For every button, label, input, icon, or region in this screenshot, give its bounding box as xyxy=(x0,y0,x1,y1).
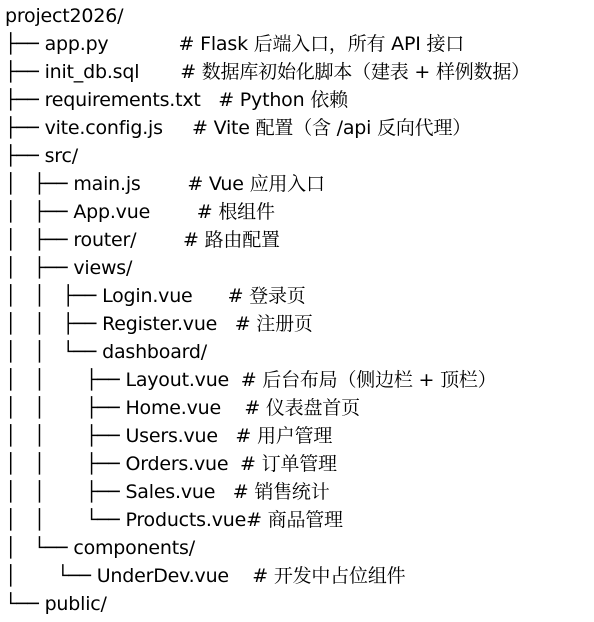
tree-branch-connector: ├── xyxy=(5,89,45,111)
tree-entry-comment: # 根组件 xyxy=(150,201,275,223)
tree-entry-comment: # Vite 配置（含 /api 反向代理） xyxy=(162,117,472,139)
tree-branch-connector: │ │ ├── xyxy=(5,369,126,391)
tree-entry-name: Orders.vue xyxy=(125,453,229,475)
tree-branch-connector: ├── xyxy=(5,117,45,139)
tree-entry-comment: # 订单管理 xyxy=(228,453,337,475)
tree-line xyxy=(5,170,530,198)
tree-line xyxy=(5,534,530,562)
tree-line xyxy=(5,562,530,590)
tree-branch-connector: │ │ ├── xyxy=(5,313,103,335)
tree-entry-name: requirements.txt xyxy=(44,89,201,111)
tree-line xyxy=(5,422,530,450)
tree-entry-name: src/ xyxy=(44,145,78,167)
tree-entry-comment: # 数据库初始化脚本（建表 + 样例数据） xyxy=(139,61,530,83)
tree-branch-connector: └── xyxy=(5,593,45,615)
tree-branch-connector: │ │ ├── xyxy=(5,425,126,447)
tree-line xyxy=(5,30,530,58)
tree-entry-comment: # Python 依赖 xyxy=(200,89,348,111)
tree-branch-connector: ├── xyxy=(5,145,45,167)
tree-line xyxy=(5,506,530,534)
tree-line xyxy=(5,114,530,142)
tree-entry-comment: # 仪表盘首页 xyxy=(220,397,360,419)
tree-entry-name: main.js xyxy=(73,173,141,195)
tree-branch-connector: │ ├── xyxy=(5,257,74,279)
tree-entry-name: Products.vue xyxy=(125,509,247,531)
tree-branch-connector: ├── xyxy=(5,61,45,83)
tree-entry-name: Sales.vue xyxy=(125,481,216,503)
tree-entry-name: project2026/ xyxy=(5,5,124,27)
tree-entry-name: Layout.vue xyxy=(125,369,230,391)
tree-entry-comment: # Vue 应用入口 xyxy=(140,173,325,195)
tree-entry-comment: # 用户管理 xyxy=(217,425,333,447)
tree-entry-comment: # 注册页 xyxy=(217,313,313,335)
directory-tree xyxy=(5,2,530,618)
tree-line xyxy=(5,450,530,478)
tree-line xyxy=(5,2,530,30)
tree-line xyxy=(5,254,530,282)
tree-entry-name: router/ xyxy=(73,229,137,251)
tree-branch-connector: │ └── xyxy=(5,537,74,559)
tree-line xyxy=(5,478,530,506)
tree-line xyxy=(5,86,530,114)
tree-branch-connector: │ │ └── xyxy=(5,509,126,531)
tree-line xyxy=(5,282,530,310)
tree-entry-name: views/ xyxy=(73,257,133,279)
tree-entry-comment: # 后台布局（侧边栏 + 顶栏） xyxy=(229,369,497,391)
tree-line xyxy=(5,394,530,422)
tree-branch-connector: │ │ ├── xyxy=(5,285,103,307)
tree-line xyxy=(5,142,530,170)
tree-branch-connector: │ ├── xyxy=(5,173,74,195)
tree-entry-comment: # 商品管理 xyxy=(246,509,343,531)
tree-entry-name: App.vue xyxy=(73,201,151,223)
tree-line xyxy=(5,226,530,254)
tree-line xyxy=(5,58,530,86)
tree-entry-name: UnderDev.vue xyxy=(96,565,229,587)
tree-line xyxy=(5,338,530,366)
tree-entry-name: init_db.sql xyxy=(44,61,140,83)
tree-entry-name: Login.vue xyxy=(102,285,193,307)
tree-entry-name: components/ xyxy=(73,537,195,559)
tree-branch-connector: │ ├── xyxy=(5,229,74,251)
tree-line xyxy=(5,590,530,618)
tree-entry-name: vite.config.js xyxy=(44,117,163,139)
tree-branch-connector: │ │ └── xyxy=(5,341,103,363)
tree-branch-connector: │ │ ├── xyxy=(5,397,126,419)
tree-entry-name: Home.vue xyxy=(125,397,221,419)
tree-branch-connector: │ │ ├── xyxy=(5,481,126,503)
tree-branch-connector: ├── xyxy=(5,33,45,55)
tree-entry-name: public/ xyxy=(44,593,107,615)
tree-entry-name: Register.vue xyxy=(102,313,218,335)
tree-line xyxy=(5,366,530,394)
tree-entry-name: Users.vue xyxy=(125,425,218,447)
tree-entry-comment: # 销售统计 xyxy=(215,481,330,503)
tree-branch-connector: │ │ ├── xyxy=(5,453,126,475)
tree-entry-comment: # 路由配置 xyxy=(136,229,280,251)
tree-entry-comment: # 开发中占位组件 xyxy=(228,565,406,587)
tree-entry-name: app.py xyxy=(44,33,109,55)
tree-branch-connector: │ ├── xyxy=(5,201,74,223)
tree-entry-name: dashboard/ xyxy=(102,341,207,363)
tree-line xyxy=(5,310,530,338)
tree-branch-connector: │ └── xyxy=(5,565,97,587)
tree-entry-comment: # 登录页 xyxy=(192,285,306,307)
tree-line xyxy=(5,198,530,226)
tree-entry-comment: # Flask 后端入口，所有 API 接口 xyxy=(108,33,465,55)
